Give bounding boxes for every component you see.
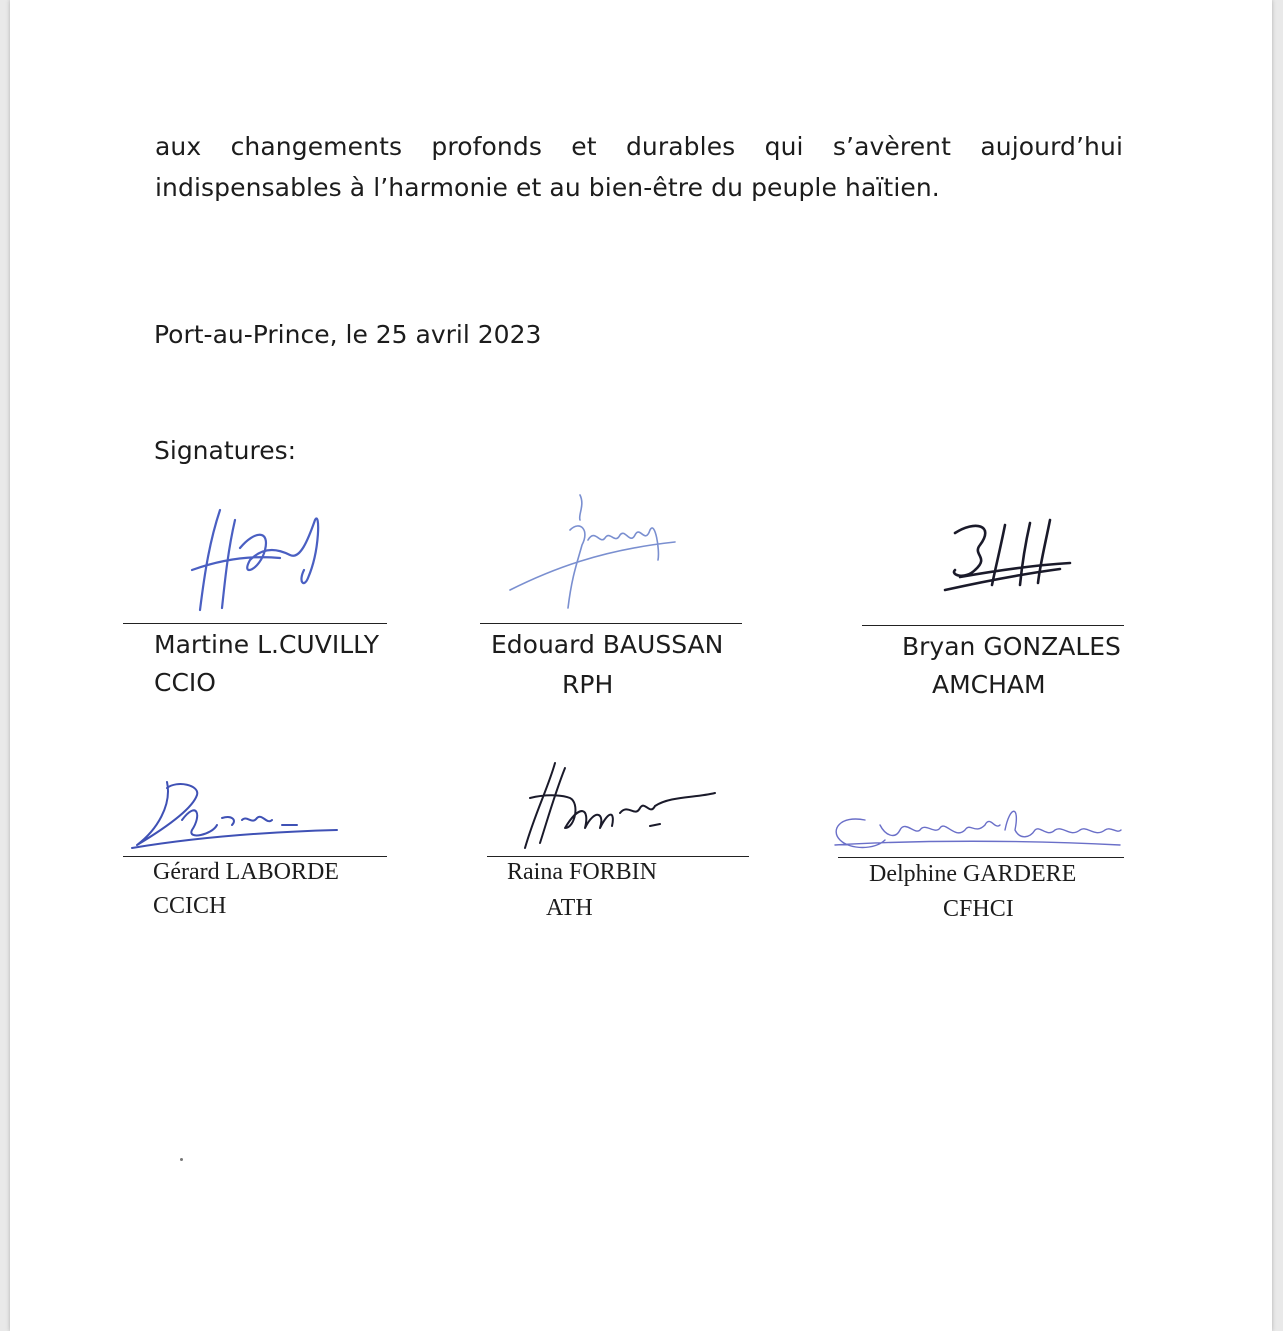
signatory-name: Gérard LABORDE [153,859,339,885]
signature-line [123,623,387,624]
place-date: Port-au-Prince, le 25 avril 2023 [154,320,542,349]
body-paragraph: aux changements profonds et durables qui s’avèrent aujourd’hui indispensables à l’harmonie et au bien-être du peuple haïtien. [155,132,1123,202]
signature-baussan [500,490,700,610]
signatures-heading: Signatures: [154,436,297,465]
signature-line [862,625,1124,626]
signatory-name: Martine L.CUVILLY [154,630,379,659]
signature-cuvilly [180,500,340,620]
signatory-org: RPH [562,670,614,699]
signatory-name: Edouard BAUSSAN [491,630,724,659]
document-page [10,0,1272,1331]
signatory-org: CCICH [153,893,227,919]
signature-line [487,856,749,857]
signatory-name: Bryan GONZALES [902,632,1121,661]
signatory-name: Raina FORBIN [507,859,657,885]
signature-line [480,623,742,624]
signatory-org: CFHCI [943,896,1014,922]
paper-speck [180,1158,183,1161]
signature-forbin [510,758,720,858]
signatory-org: ATH [546,895,593,921]
signatory-org: AMCHAM [932,670,1046,699]
signatory-name: Delphine GARDERE [869,861,1077,887]
signatory-org: CCIO [154,668,216,697]
signature-line [123,856,387,857]
signature-line [838,857,1124,858]
signature-gonzales [940,515,1080,600]
signature-laborde [122,770,342,855]
signature-gardere [825,800,1125,870]
